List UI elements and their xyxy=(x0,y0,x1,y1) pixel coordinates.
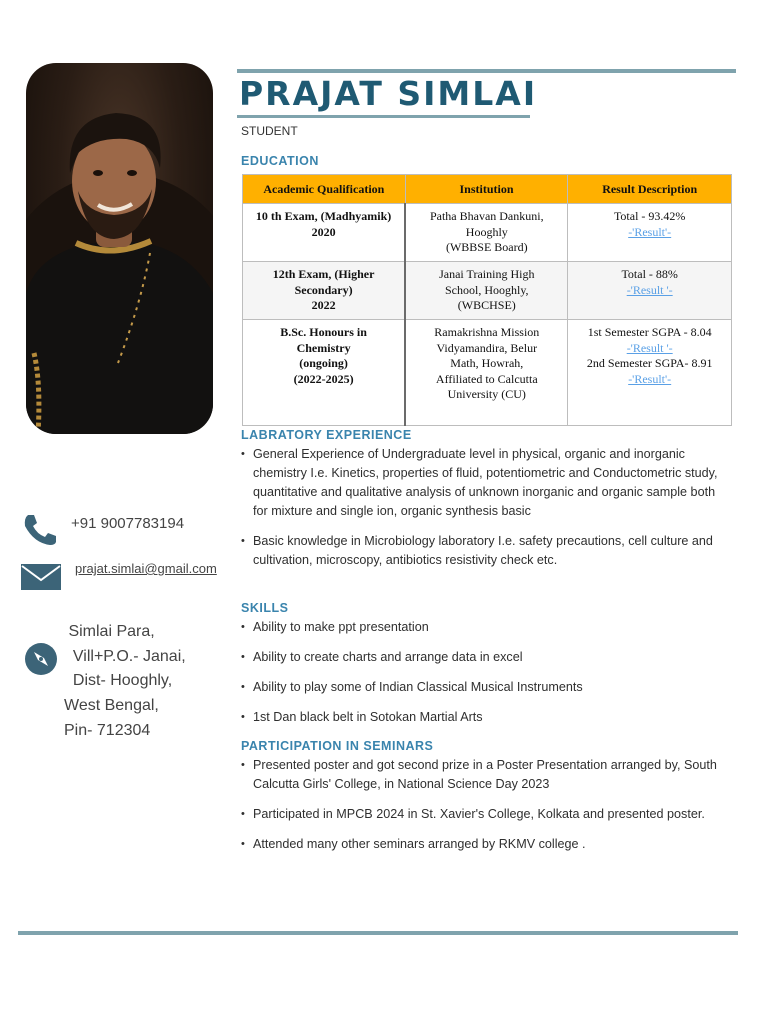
header-top-rule xyxy=(237,69,736,73)
laboratory-list xyxy=(241,445,721,570)
qualification-cell: 10 th Exam, (Madhyamik) 2020 xyxy=(243,204,406,262)
column-header: Academic Qualification xyxy=(243,175,406,204)
skills-list xyxy=(241,618,721,727)
institution-cell: Patha Bhavan Dankuni, Hooghly (WBBSE Board) xyxy=(405,204,568,262)
profile-photo xyxy=(26,63,213,434)
list-item: • Ability to play some of Indian Classical Musical Instruments xyxy=(241,678,721,697)
list-item: • Ability to make ppt presentation xyxy=(241,618,721,637)
result-link[interactable]: -'Result'- xyxy=(628,224,672,239)
laboratory-heading: LABRATORY EXPERIENCE xyxy=(241,428,412,442)
result-cell: Total - 93.42% -'Result'- xyxy=(568,204,732,262)
education-table-header xyxy=(243,175,732,204)
result-link[interactable]: -'Result'- xyxy=(628,371,672,386)
list-item: • Basic knowledge in Microbiology laboratory I.e. safety precautions, cell culture and cultivation, microscopy, antibiotics resistivity check etc. xyxy=(241,532,721,570)
result-link[interactable]: -'Result '- xyxy=(626,340,673,355)
list-item: • General Experience of Undergraduate level in physical, organic and inorganic chemistry I.e. Kinetics, properties of fluid, potentiometric and Conductometric study, quantitative and qualitative analysis of unknown inorganic and organic sample both for mixture and single ion, organic synthesis basic xyxy=(241,445,721,521)
email-icon xyxy=(21,564,61,595)
qualification-cell: B.Sc. Honours in Chemistry (ongoing) (2022-2025) xyxy=(243,320,406,426)
column-header: Institution xyxy=(405,175,568,204)
skills-heading: SKILLS xyxy=(241,601,289,615)
email-link[interactable]: prajat.simlai@gmail.com xyxy=(75,561,217,576)
education-table xyxy=(242,174,732,426)
qualification-cell: 12th Exam, (Higher Secondary) 2022 xyxy=(243,262,406,320)
result-cell: Total - 88% -'Result '- xyxy=(568,262,732,320)
list-item: • Attended many other seminars arranged by RKMV college . xyxy=(241,835,721,854)
result-link[interactable]: -'Result '- xyxy=(626,282,673,297)
candidate-role: STUDENT xyxy=(241,124,298,138)
institution-cell: Ramakrishna Mission Vidyamandira, Belur Math, Howrah, Affiliated to Calcutta University (CU) xyxy=(405,320,568,426)
address: Simlai Para, Vill+P.O.- Janai, Dist- Hooghly, West Bengal, Pin- 712304 xyxy=(64,623,186,739)
list-item: • Ability to create charts and arrange data in excel xyxy=(241,648,721,667)
candidate-name: PRAJAT SIMLAI xyxy=(239,74,538,113)
footer-rule xyxy=(18,931,738,935)
column-header: Result Description xyxy=(568,175,732,204)
institution-cell: Janai Training High School, Hooghly, (WBCHSE) xyxy=(405,262,568,320)
list-item: • 1st Dan black belt in Sotokan Martial Arts xyxy=(241,708,721,727)
table-row xyxy=(243,204,732,262)
phone-number[interactable]: +91 9007783194 xyxy=(71,515,185,532)
seminars-heading: PARTICIPATION IN SEMINARS xyxy=(241,739,434,753)
table-row xyxy=(243,320,732,426)
table-row xyxy=(243,262,732,320)
list-item: • Participated in MPCB 2024 in St. Xavier's College, Kolkata and presented poster. xyxy=(241,805,721,824)
result-cell: 1st Semester SGPA - 8.04 -'Result '- 2nd Semester SGPA- 8.91 -'Result'- xyxy=(568,320,732,426)
compass-icon xyxy=(24,642,58,681)
seminars-list xyxy=(241,756,721,854)
name-underline xyxy=(237,115,530,118)
list-item: • Presented poster and got second prize in a Poster Presentation arranged by, South Calcutta Girls' College, in National Science Day 2023 xyxy=(241,756,721,794)
education-heading: EDUCATION xyxy=(241,154,319,168)
phone-icon xyxy=(22,512,58,551)
